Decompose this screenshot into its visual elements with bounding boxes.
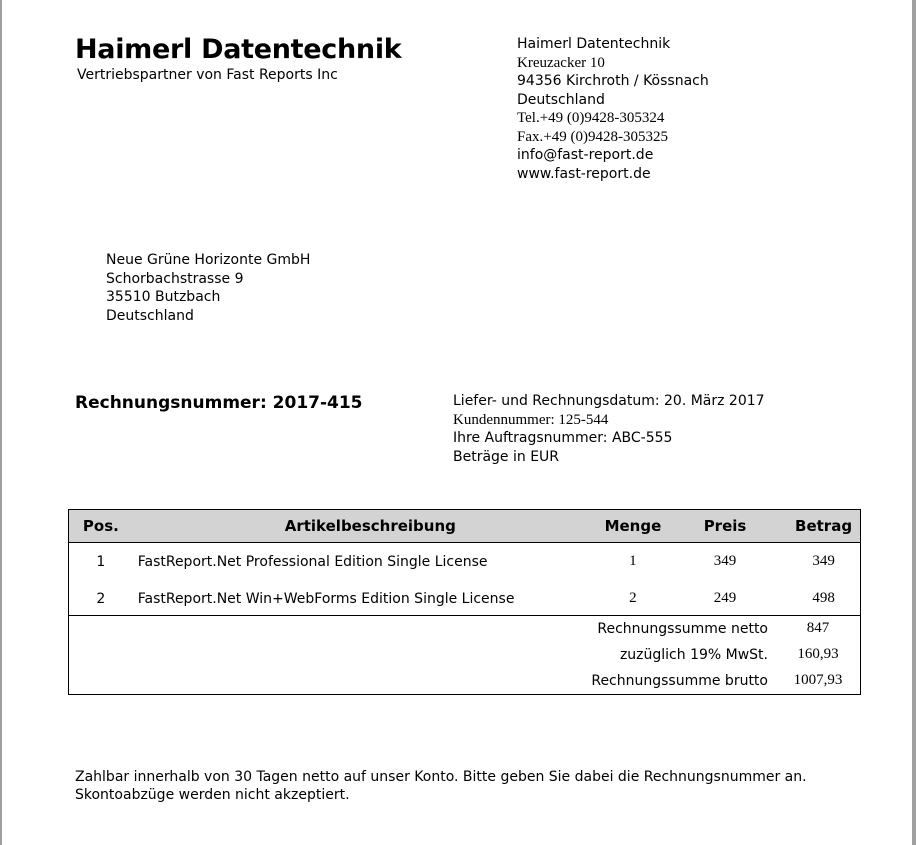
row-qty: 2 [629,590,637,606]
company-tagline: Vertriebspartner von Fast Reports Inc [77,67,338,83]
sender-street: Kreuzacker 10 [517,54,605,71]
payment-terms-line1: Zahlbar innerhalb von 30 Tagen netto auf unser Konto. Bitte geben Sie dabei die Rechnungsnummer an. [75,769,807,785]
row-desc: FastReport.Net Win+WebForms Edition Single License [137,590,515,607]
order-number: Ihre Auftragsnummer: ABC-555 [453,430,673,446]
row-price: 249 [713,590,737,606]
sender-city: 94356 Kirchroth / Kössnach [517,73,709,89]
net-total-value: 847 [806,620,830,636]
sender-fax: Fax.+49 (0)9428-305325 [517,128,668,145]
recipient-name: Neue Grüne Horizonte GmbH [106,252,311,268]
table-row [68,543,860,581]
totals-divider [69,615,860,616]
sender-email: info@fast-report.de [517,147,654,163]
col-header-qty: Menge [603,510,663,543]
table-header-row [68,510,860,543]
table-row [68,580,860,617]
row-pos: 1 [96,553,106,570]
sender-country: Deutschland [517,91,605,108]
sender-web: www.fast-report.de [517,165,651,182]
vat-label: zuzüglich 19% MwSt. [619,647,768,663]
row-price: 349 [713,553,737,569]
net-total-label: Rechnungssumme netto [597,621,768,637]
sender-address [517,35,709,183]
company-name: Haimerl Datentechnik [75,34,402,65]
sender-tel: Tel.+49 (0)9428-305324 [517,110,665,126]
customer-number: Kundennummer: 125-544 [453,411,609,428]
invoice-meta [453,392,765,466]
recipient-street: Schorbachstrasse 9 [106,270,244,287]
items-table [68,509,860,617]
col-header-amount: Betrag [787,510,860,543]
gross-total-value: 1007,93 [793,672,843,688]
row-desc: FastReport.Net Professional Edition Single License [137,553,488,570]
recipient-country: Deutschland [106,307,194,324]
recipient-address [106,251,310,325]
invoice-number-title: Rechnungsnummer: 2017-415 [75,393,363,413]
recipient-city: 35510 Butzbach [106,289,221,305]
col-header-price: Preis [663,510,787,543]
currency-note: Beträge in EUR [453,448,560,465]
gross-total-label: Rechnungssumme brutto [591,673,768,689]
row-amount: 498 [812,590,835,606]
payment-terms [75,768,855,804]
vat-value: 160,93 [797,646,839,662]
col-header-pos: Pos. [68,510,134,543]
row-amount: 349 [812,553,835,569]
sender-name: Haimerl Datentechnik [517,36,671,52]
col-header-desc: Artikelbeschreibung [134,510,603,543]
row-qty: 1 [629,553,637,569]
invoice-page [2,0,912,845]
payment-terms-line2: Skontoabzüge werden nicht akzeptiert. [75,787,350,803]
row-pos: 2 [96,590,106,607]
invoice-date: Liefer- und Rechnungsdatum: 20. März 2017 [453,393,765,409]
